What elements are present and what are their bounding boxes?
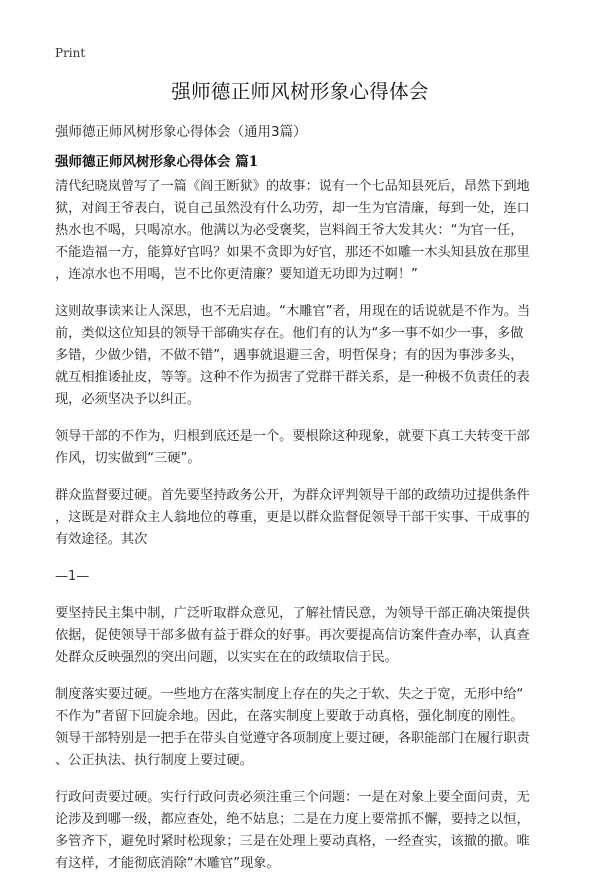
document-body <box>55 176 552 890</box>
paragraph: 行政问责要过硬。实行行政问责必须注重三个问题：一是在对象上要全面问责，无 论涉及到哪一级，都应查处，绝不姑息；二是在力度上要常抓不懈，要持之以恒， 多管齐下，避免时紧时松现象；三是在处理上要动真格，一经查实，该撤的撤。唯 有这样，才能彻底消除“木雕官”现象。 <box>55 790 530 871</box>
page-number-marker: —1— <box>55 569 90 584</box>
section-heading: 强师德正师风树形象心得体会 篇1 <box>55 154 259 170</box>
document-subtitle: 强师德正师风树形象心得体会（通用3篇） <box>55 124 307 140</box>
page-title: 强师德正师风树形象心得体会 <box>171 80 429 103</box>
paragraph: 群众监督要过硬。首先要坚持政务公开，为群众评判领导干部的政绩功过提供条件 ，这既是对群众主人翁地位的尊重，更是以群众监督促领导干部干实事、干成事的 有效途径。其次 <box>55 488 530 547</box>
paragraph: 这则故事读来让人深思，也不无启迪。“木雕官”者，用现在的话说就是不作为。当 前，类似这位知县的领导干部确实存在。他们有的认为“多一事不如少一事，多做 多错，少做少错，不做不错”，遇事就退避三舍，明哲保身；有的因为事涉多头， 就互相推诿扯皮，等等。这种不作为损害了党群干群关系，是一种极不负责任的表 现，必须坚决予以纠正。 <box>55 304 531 407</box>
paragraph: 清代纪晓岚曾写了一篇《阎王断狱》的故事：说有一个七品知县死后，昂然下到地 狱，对阎王爷表白，说自己虽然没有什么功劳，却一生为官清廉，每到一处，连口 热水也不喝，只喝凉水。他满以为必受褒奖，岂料阎王爷大发其火：“为官一任， 不能造福一方，能算好官吗？如果不贪即为好官，那还不如雕一木头知县放在那里 ，连凉水也不用喝，岂不比你更清廉？要知道无功即为过啊！” <box>55 179 530 282</box>
print-link[interactable]: Print <box>55 46 86 60</box>
paragraph: 制度落实要过硬。一些地方在落实制度上存在的失之于软、失之于宽，无形中给“ 不作为”者留下回旋余地。因此，在落实制度上要敢于动真格，强化制度的刚性。 领导干部特别是一把手在带头自觉遵守各项制度上要过硬，各职能部门在履行职责 、公正执法、执行制度上要过硬。 <box>55 687 530 768</box>
paragraph: 要坚持民主集中制，广泛听取群众意见，了解社情民意，为领导干部正确决策提供 依据，促使领导干部多做有益于群众的好事。再次要提高信访案件查办率，认真查 处群众反映强烈的突出问题，以实实在在的政绩取信于民。 <box>55 606 530 665</box>
paragraph: 领导干部的不作为，归根到底还是一个。要根除这种现象，就要下真工夫转变干部 作风，切实做到“三硬”。 <box>55 429 530 466</box>
